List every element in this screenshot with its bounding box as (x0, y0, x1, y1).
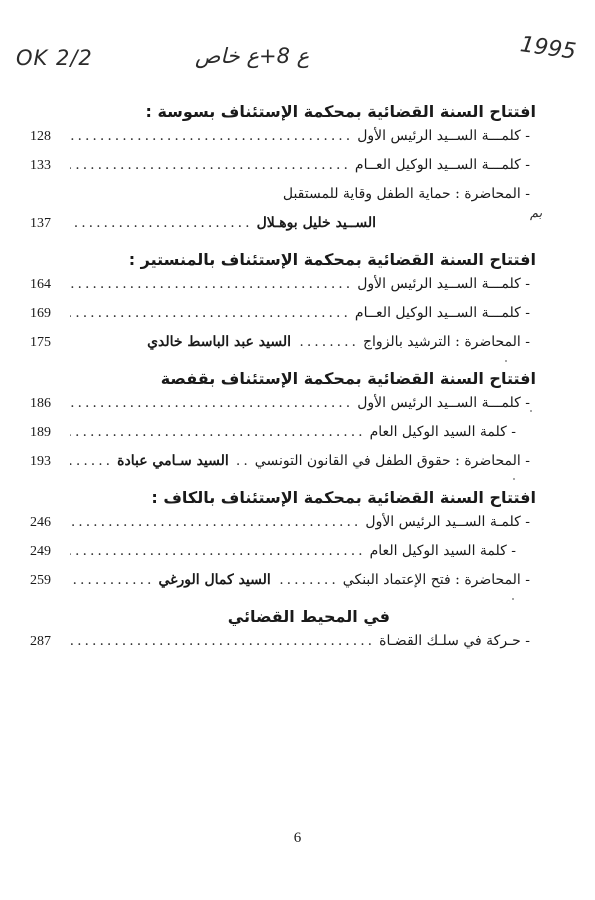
entry-page: 249 (30, 544, 51, 559)
leader-dots (237, 453, 251, 469)
toc-entry (30, 276, 530, 305)
entry-title: - كلمة السيد الوكيل العام (369, 424, 516, 440)
entry-page: 175 (30, 335, 51, 350)
toc-entry (30, 633, 530, 662)
leader-dots (279, 572, 339, 588)
section-heading-gafsa: افتتاح السنة القضائية بمحكمة الإستئناف بقفصة (160, 369, 536, 388)
toc-entry (30, 186, 530, 215)
leader-dots (70, 305, 351, 321)
handwritten-year: 1995 (518, 32, 578, 65)
leader-dots (70, 128, 353, 144)
entry-title: - كلمـــة الســيد الرئيس الأول (357, 395, 530, 411)
entry-title: - المحاضرة : فتح الإعتماد البنكي (342, 572, 530, 588)
entry-page: 164 (30, 277, 51, 292)
entry-page: 287 (30, 634, 51, 649)
entry-title: - كلمـــة الســيد الرئيس الأول (357, 276, 530, 292)
leader-dots (70, 424, 366, 440)
toc-entry (30, 514, 530, 543)
entry-speaker: السيد سـامي عبادة (117, 453, 229, 469)
entry-page: 133 (30, 158, 51, 173)
toc-entry (30, 424, 530, 453)
toc-entry (30, 453, 530, 482)
leader-dots (70, 543, 366, 559)
leader-dots (70, 157, 351, 173)
entry-page: 137 (30, 216, 51, 231)
table-of-contents (30, 96, 536, 662)
toc-entry (30, 215, 530, 244)
handwritten-note-middle: ع 8+ع خاص (195, 44, 310, 68)
entry-title: - المحاضرة : حقوق الطفل في القانون التونسي (254, 453, 530, 469)
entry-title: - كلمة السيد الوكيل العام (369, 543, 516, 559)
leader-dots (70, 276, 353, 292)
entry-title: - كلمـة الســيد الرئيس الأول (365, 514, 530, 530)
entry-title: - المحاضرة : الترشيد بالزواج (363, 334, 530, 350)
entry-title: - كلمـــة الســيد الرئيس الأول (357, 128, 530, 144)
toc-entry (30, 334, 530, 363)
entry-speaker: السيد عبد الباسط خالدي (147, 334, 291, 350)
scan-speck (530, 410, 532, 412)
entry-page: 246 (30, 515, 51, 530)
toc-entry (30, 543, 530, 572)
entry-page: 186 (30, 396, 51, 411)
entry-page: 169 (30, 306, 51, 321)
section-heading-sousse: افتتاح السنة القضائية بمحكمة الإستئناف بسوسة : (145, 102, 536, 121)
section-heading-monastir: افتتاح السنة القضائية بمحكمة الإستئناف بالمنستير : (128, 250, 536, 269)
entry-page: 189 (30, 425, 51, 440)
leader-dots (70, 453, 113, 469)
toc-entry (30, 395, 530, 424)
leader-dots (70, 395, 353, 411)
entry-page: 259 (30, 573, 51, 588)
leader-dots (70, 514, 361, 530)
leader-dots (70, 215, 253, 231)
entry-speaker: الســيد خليل بوهـلال (256, 215, 376, 231)
handwritten-note-left: OK 2/2 (16, 46, 93, 70)
scan-speck (505, 360, 507, 362)
toc-entry (30, 572, 530, 601)
entry-title: - حـركة في سلـك القضـاة (379, 633, 530, 649)
leader-dots (70, 633, 375, 649)
entry-page: 193 (30, 454, 51, 469)
entry-title: - المحاضرة : حماية الطفل وقاية للمستقبل (282, 186, 530, 202)
toc-entry (30, 305, 530, 334)
leader-dots (70, 572, 154, 588)
scan-speck (512, 598, 514, 600)
scan-speck (513, 478, 515, 480)
entry-title: - كلمـــة الســيد الوكيل العــام (354, 305, 530, 321)
toc-entry (30, 157, 530, 186)
entry-title: - كلمـــة الســيد الوكيل العــام (354, 157, 530, 173)
section-heading-kef: افتتاح السنة القضائية بمحكمة الإستئناف بالكاف : (151, 488, 536, 507)
handwritten-margin-mark: بم (530, 206, 543, 221)
entry-page: 128 (30, 129, 51, 144)
section-heading-judicial-environment: في المحيط القضائي (227, 607, 390, 626)
entry-speaker: السيد كمال الورغي (158, 572, 271, 588)
page-number: 6 (293, 830, 302, 846)
leader-dots (299, 334, 359, 350)
toc-entry (30, 128, 530, 157)
